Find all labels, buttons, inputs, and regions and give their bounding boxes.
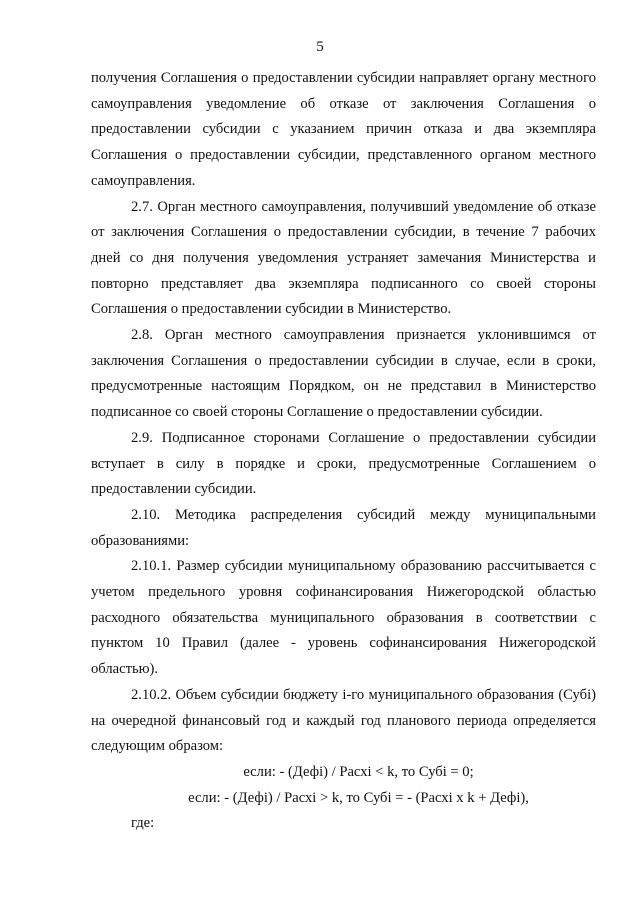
page-number: 5 <box>316 39 324 55</box>
paragraph-2-10-2: 2.10.2. Объем субсидии бюджету i-го муниципального образования (Субі) на очередной финансовый год и каждый год планового периода определяется следующим образом: <box>91 686 596 755</box>
paragraph-2-10-1: 2.10.1. Размер субсидии муниципальному образованию рассчитывается с учетом предельного уровня софинансирования Нижегородской областью расходного обязательства муниципального образования в соответствии с пунктом 10 Правил (далее - уровень софинансирования Нижегородской областью). <box>91 558 596 678</box>
document-body <box>91 66 596 837</box>
paragraph-2-10: 2.10. Методика распределения субсидий между муниципальными образованиями: <box>91 506 596 549</box>
paragraph-2-8: 2.8. Орган местного самоуправления признается уклонившимся от заключения Соглашения о предоставлении субсидии в случае, если в сроки, предусмотренные настоящим Порядком, он не представил в Министерство подписанное со своей стороны Соглашение о предоставлении субсидии. <box>91 327 596 421</box>
paragraph-2-9: 2.9. Подписанное сторонами Соглашение о предоставлении субсидии вступает в силу в порядке и сроки, предусмотренные Соглашением о предоставлении субсидии. <box>91 429 596 498</box>
formula-subsidy-amount: если: - (Дефі) / Расхі > k, то Субі = - (Расхі x k + Дефі), <box>188 789 529 806</box>
where-label: где: <box>131 815 155 832</box>
paragraph-2-7: 2.7. Орган местного самоуправления, получивший уведомление об отказе от заключения Соглашения о предоставлении субсидии, в течение 7 рабочих дней со дня получения уведомления устраняет замечания Министерства и повторно представляет два экземпляра подписанного со своей стороны Соглашения о предоставлении субсидии в Министерство. <box>91 198 596 318</box>
formula-zero-subsidy: если: - (Дефі) / Расхі < k, то Субі = 0; <box>243 763 474 780</box>
paragraph-continuation: получения Соглашения о предоставлении субсидии направляет органу местного самоуправления уведомление об отказе от заключения Соглашения о предоставлении субсидии с указанием причин отказа и два экземпляра Соглашения о предоставлении субсидии, представленного органом местного самоуправления. <box>91 70 596 189</box>
